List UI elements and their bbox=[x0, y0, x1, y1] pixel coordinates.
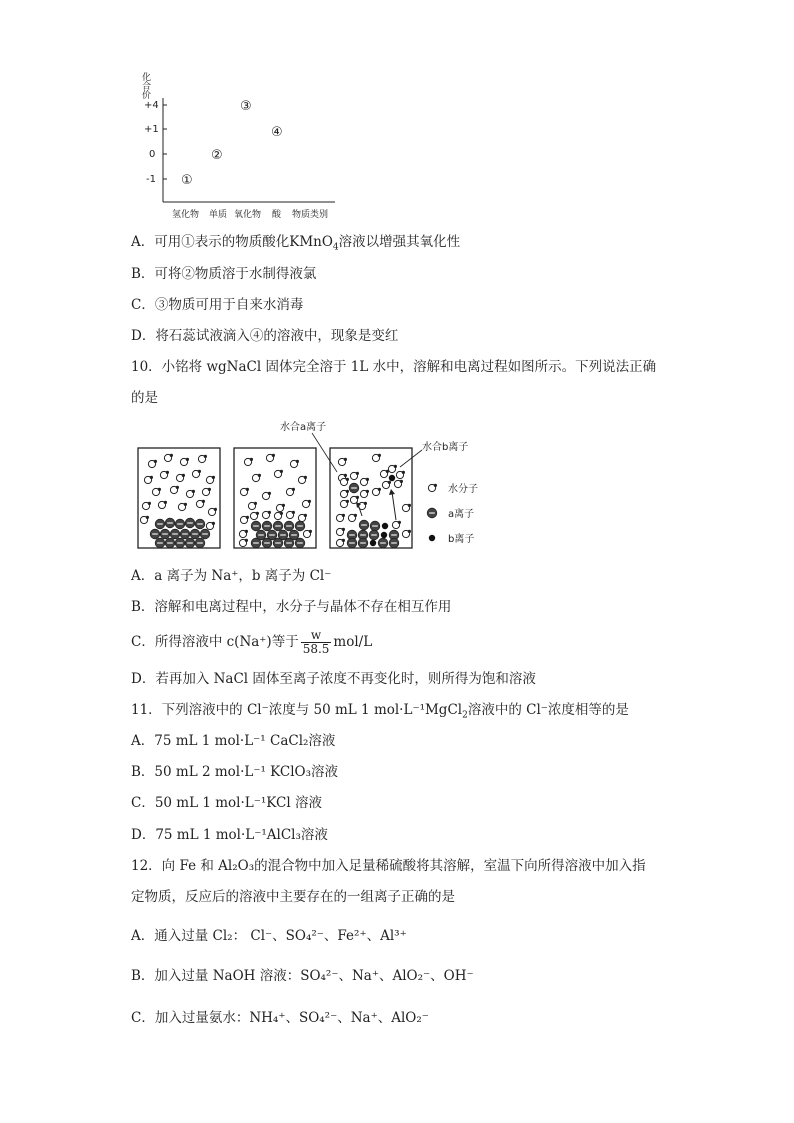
legend-water-label: 水分子 bbox=[448, 484, 478, 495]
beaker-3-crystal bbox=[336, 514, 411, 548]
y-tick-plus1: +1 bbox=[144, 124, 159, 135]
q11-option-d: D．75 mL 1 mol·L⁻¹AlCl₃溶液 bbox=[131, 827, 328, 843]
label-hydrated-b: 水合b离子 bbox=[422, 442, 469, 453]
point-2: ② bbox=[211, 148, 223, 163]
q11-option-c: C．50 mL 1 mol·L⁻¹KCl 溶液 bbox=[131, 795, 322, 811]
q9-option-b: B．可将②物质溶于水制得液氯 bbox=[131, 266, 317, 282]
valence-chart bbox=[130, 60, 360, 220]
q10-option-a: A．a 离子为 Na⁺，b 离子为 Cl⁻ bbox=[131, 568, 332, 584]
legend-a-label: a离子 bbox=[448, 509, 475, 520]
hydrated-b-ion bbox=[380, 465, 405, 489]
y-axis-label: 化合价 bbox=[140, 72, 150, 99]
q9-option-c: C．③物质可用于自来水消毒 bbox=[131, 297, 304, 313]
point-1: ① bbox=[181, 173, 193, 188]
q11-stem: 11．下列溶液中的 Cl⁻浓度与 50 mL 1 mol·L⁻¹MgCl$_2$溶液中的 Cl⁻浓度相等的是 bbox=[131, 702, 629, 721]
x-tick-acid: 酸 bbox=[272, 210, 282, 220]
x-tick-element: 单质 bbox=[209, 210, 228, 220]
q10-stem-line1: 10．小铭将 wgNaCl 固体完全溶于 1L 水中，溶解和电离过程如图所示。下列说法正确 bbox=[131, 359, 657, 375]
beaker-2-water bbox=[240, 454, 311, 512]
q12-option-b: B．加入过量 NaOH 溶液：SO₄²⁻、Na⁺、AlO₂⁻、OH⁻ bbox=[131, 968, 474, 984]
q12-option-c: C．加入过量氨水：NH₄⁺、SO₄²⁻、Na⁺、AlO₂⁻ bbox=[131, 1010, 429, 1026]
y-tick-0: 0 bbox=[149, 149, 156, 160]
label-hydrated-a: 水合a离子 bbox=[280, 422, 327, 433]
y-tick-plus4: +4 bbox=[144, 100, 159, 111]
point-3: ③ bbox=[240, 99, 252, 114]
legend bbox=[427, 482, 478, 545]
q10-option-c: C．所得溶液中 c(Na⁺)等于 $\frac{w}{58.5}$ mol/L bbox=[131, 628, 373, 656]
q9-option-d: D．将石蕊试液滴入④的溶液中，现象是变红 bbox=[131, 328, 399, 344]
q11-option-b: B．50 mL 2 mol·L⁻¹ KClO₃溶液 bbox=[131, 764, 339, 780]
q10-option-b: B．溶解和电离过程中，水分子与晶体不存在相互作用 bbox=[131, 599, 452, 615]
x-tick-oxide: 氧化物 bbox=[234, 210, 262, 220]
fraction-w-over-58-5: $\frac{w}{58.5}$ bbox=[302, 628, 330, 656]
beaker-1-water bbox=[140, 454, 217, 530]
point-4: ④ bbox=[271, 125, 283, 140]
beaker-3-water bbox=[336, 454, 411, 522]
y-tick-minus1: -1 bbox=[146, 174, 156, 185]
legend-b-label: b离子 bbox=[448, 534, 475, 545]
q12-stem-line2: 定物质，反应后的溶液中主要存在的一组离子正确的是 bbox=[131, 889, 455, 905]
q9-option-a: A．可用①表示的物质酸化KMnO$_4$溶液以增强其氧化性 bbox=[131, 234, 461, 253]
q12-stem-line1: 12．向 Fe 和 Al₂O₃的混合物中加入足量稀硫酸将其溶解，室温下向所得溶液中加入指 bbox=[131, 858, 646, 874]
q10-stem-line2: 的是 bbox=[131, 390, 158, 406]
x-tick-hydride: 氢化物 bbox=[172, 210, 200, 220]
dissolution-diagram bbox=[130, 412, 510, 554]
q11-option-a: A．75 mL 1 mol·L⁻¹ CaCl₂溶液 bbox=[131, 733, 336, 749]
q12-option-a: A．通入过量 Cl₂： Cl⁻、SO₄²⁻、Fe²⁺、Al³⁺ bbox=[131, 928, 407, 944]
beaker-2-crystal bbox=[239, 511, 312, 548]
beaker-1-crystal bbox=[150, 518, 210, 548]
x-axis-label: 物质类别 bbox=[292, 210, 329, 220]
q10-option-d: D．若再加入 NaCl 固体至离子浓度不再变化时，则所得为饱和溶液 bbox=[131, 671, 536, 687]
